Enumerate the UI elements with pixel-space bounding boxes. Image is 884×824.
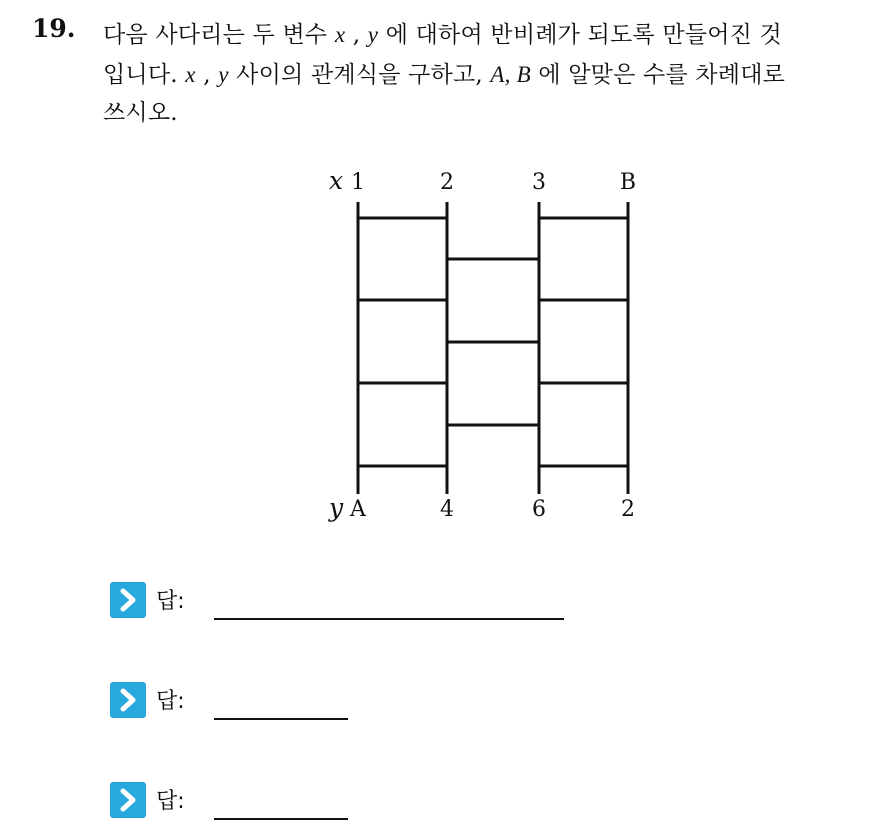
variable-x: x	[334, 22, 346, 47]
answer-blank[interactable]	[214, 618, 564, 620]
variables-a-b: A, B	[490, 62, 531, 87]
x-variable-label: x	[328, 166, 344, 195]
question-number: 19.	[32, 14, 76, 43]
top-label-b: B	[619, 170, 637, 195]
answer-label: 답:	[156, 789, 185, 814]
question-text: 사이의 관계식을 구하고,	[228, 62, 491, 88]
ladder-diagram	[300, 160, 660, 530]
bottom-label-4: 2	[621, 497, 635, 522]
question-text: 에 대하여 반비례가 되도록 만들어진 것	[378, 22, 782, 48]
bottom-label-2: 4	[440, 497, 454, 522]
separator: ,	[195, 62, 219, 88]
variable-x: x	[185, 62, 196, 87]
question-text-line-2	[103, 56, 785, 89]
answer-label: 답:	[156, 589, 185, 614]
answer-blank[interactable]	[214, 818, 348, 820]
answer-blank[interactable]	[214, 718, 348, 720]
question-text-line-1	[103, 16, 782, 49]
question-text: 입니다.	[103, 62, 186, 88]
top-label-2: 2	[440, 170, 454, 195]
bottom-label-3: 6	[532, 497, 546, 522]
chevron-right-icon	[110, 582, 146, 618]
question-text-line-3: 쓰시오.	[103, 100, 178, 126]
y-variable-label: y	[328, 493, 344, 522]
chevron-right-icon	[110, 682, 146, 718]
bottom-label-a: A	[350, 497, 366, 522]
chevron-right-icon	[110, 782, 146, 818]
question-text: 다음 사다리는 두 변수	[103, 22, 335, 48]
answer-label: 답:	[156, 689, 185, 714]
top-label-1: 1	[351, 170, 365, 195]
variable-y: y	[367, 22, 379, 47]
separator: ,	[345, 22, 368, 48]
variable-y: y	[218, 62, 229, 87]
top-label-3: 3	[532, 170, 546, 195]
question-text: 에 알맞은 수를 차례대로	[530, 62, 786, 88]
